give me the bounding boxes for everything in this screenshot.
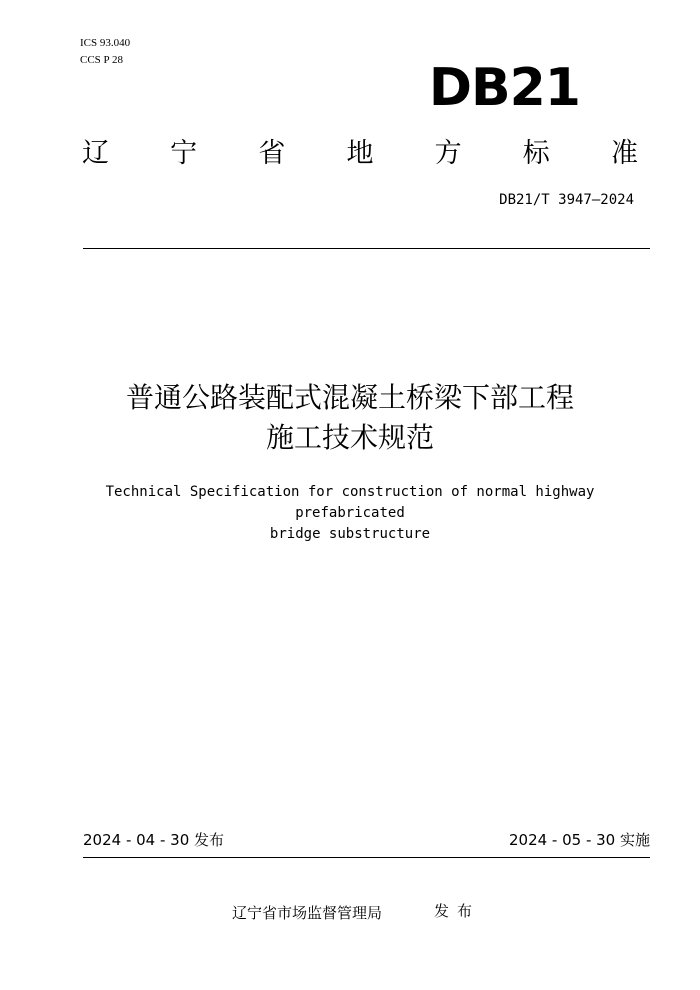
english-title-line-2: bridge substructure xyxy=(269,526,431,542)
standard-type-char: 地 xyxy=(346,138,374,169)
english-title xyxy=(50,482,650,545)
top-divider xyxy=(83,248,650,249)
standard-type-char: 辽 xyxy=(82,138,109,169)
bottom-divider xyxy=(83,857,650,858)
chinese-title-line-2: 施工技术规范 xyxy=(265,421,434,454)
standard-type-char: 准 xyxy=(610,138,638,169)
standard-type-char: 标 xyxy=(522,138,550,169)
standard-type-char: 宁 xyxy=(170,138,198,169)
english-title-line-1: Technical Specification for construction of normal highway prefabricated xyxy=(105,484,595,521)
classification-codes xyxy=(80,35,130,69)
chinese-title-line-1: 普通公路装配式混凝土桥梁下部工程 xyxy=(125,381,574,414)
issue-action: 发布 xyxy=(434,902,481,920)
ics-code: ICS 93.040 xyxy=(80,37,131,49)
db21-logo: DB21 xyxy=(428,58,580,118)
ccs-code: CCS P 28 xyxy=(80,54,124,66)
issuing-authority: 辽宁省市场监督管理局 xyxy=(232,904,383,922)
issue-date: 2024 - 04 - 30 发布 xyxy=(83,831,225,849)
standard-type-heading xyxy=(82,136,638,172)
implementation-date: 2024 - 05 - 30 实施 xyxy=(508,831,650,849)
standard-type-char: 省 xyxy=(258,138,286,169)
standard-number: DB21/T 3947—2024 xyxy=(499,192,634,208)
chinese-title xyxy=(0,378,700,458)
standard-type-char: 方 xyxy=(434,138,462,169)
